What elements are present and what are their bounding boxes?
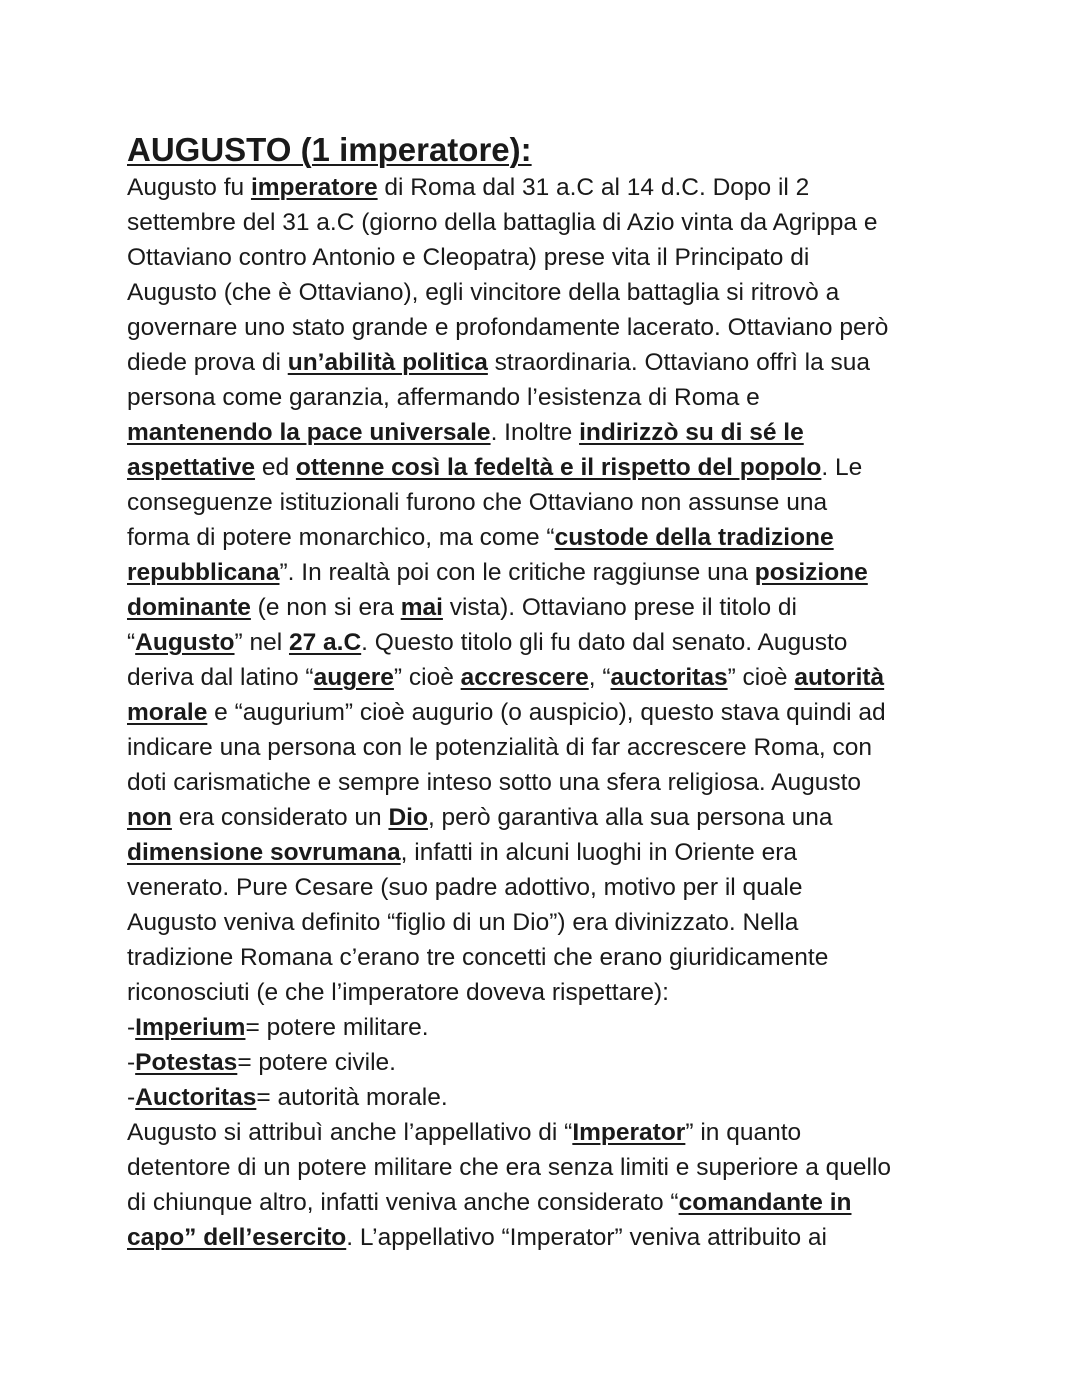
text-segment: = autorità morale. (256, 1084, 448, 1111)
text-line (127, 450, 977, 485)
text-segment: e “augurium” cioè augurio (o auspicio), questo stava quindi ad (207, 699, 886, 726)
text-line (127, 870, 977, 905)
document-page (127, 130, 977, 1255)
text-segment: diede prova di (127, 349, 288, 376)
text-segment: Augusto fu (127, 174, 251, 201)
text-line (127, 765, 977, 800)
text-segment: di chiunque altro, infatti veniva anche considerato “ (127, 1189, 679, 1216)
text-line (127, 835, 977, 870)
text-segment: vista). Ottaviano prese il titolo di (442, 594, 797, 621)
emphasized-term: augere (313, 664, 394, 691)
text-segment: governare uno stato grande e profondamente lacerato. Ottaviano però (127, 314, 889, 341)
text-line (127, 520, 977, 555)
text-segment: di Roma dal 31 a.C al 14 d.C. Dopo il 2 (377, 174, 810, 201)
text-segment: (e non si era (250, 594, 401, 621)
text-segment: ed (255, 454, 296, 481)
emphasized-term: posizione (754, 559, 868, 586)
text-segment: , però garantiva alla sua persona una (427, 804, 833, 831)
text-line (127, 940, 977, 975)
text-segment: Augusto si attribuì anche l’appellativo di “ (127, 1119, 573, 1146)
text-line (127, 800, 977, 835)
text-segment: Augusto veniva definito “figlio di un Dio”) era divinizzato. Nella (127, 909, 799, 936)
emphasized-term: custode della tradizione (554, 524, 834, 551)
text-segment: persona come garanzia, affermando l’esistenza di Roma e (127, 384, 760, 411)
text-line (127, 695, 977, 730)
text-segment: = potere militare. (245, 1014, 429, 1041)
emphasized-term: mai (400, 594, 443, 621)
emphasized-term: repubblicana (127, 559, 280, 586)
text-line (127, 660, 977, 695)
text-line (127, 555, 977, 590)
text-segment: settembre del 31 a.C (giorno della battaglia di Azio vinta da Agrippa e (127, 209, 878, 236)
emphasized-term: dimensione sovrumana (127, 839, 401, 866)
text-segment: Ottaviano contro Antonio e Cleopatra) prese vita il Principato di (127, 244, 810, 271)
text-segment: doti carismatiche e sempre inteso sotto una sfera religiosa. Augusto (127, 769, 862, 796)
text-line (127, 1010, 977, 1045)
emphasized-term: Imperator (572, 1119, 686, 1146)
emphasized-term: Augusto (135, 629, 235, 656)
text-segment: conseguenze istituzionali furono che Ottaviano non assunse una (127, 489, 828, 516)
document-body (127, 170, 977, 1255)
text-line (127, 590, 977, 625)
emphasized-term: Potestas (135, 1049, 238, 1076)
text-segment: venerato. Pure Cesare (suo padre adottivo, motivo per il quale (127, 874, 803, 901)
emphasized-term: dominante (127, 594, 251, 621)
text-segment: - (127, 1049, 136, 1076)
text-line (127, 1045, 977, 1080)
text-segment: . Questo titolo gli fu dato dal senato. Augusto (361, 629, 848, 656)
text-segment: . Inoltre (490, 419, 580, 446)
text-line (127, 170, 977, 205)
text-segment: , “ (588, 664, 611, 691)
text-line (127, 625, 977, 660)
text-segment: - (127, 1014, 136, 1041)
text-line (127, 415, 977, 450)
emphasized-term: comandante in (678, 1189, 852, 1216)
text-segment: = potere civile. (237, 1049, 396, 1076)
text-segment: ” in quanto (685, 1119, 802, 1146)
text-segment: deriva dal latino “ (127, 664, 314, 691)
emphasized-term: auctoritas (610, 664, 728, 691)
text-segment: . Le (821, 454, 863, 481)
emphasized-term: Auctoritas (135, 1084, 257, 1111)
text-segment: , infatti in alcuni luoghi in Oriente era (400, 839, 797, 866)
emphasized-term: autorità (794, 664, 885, 691)
text-segment: forma di potere monarchico, ma come “ (127, 524, 555, 551)
emphasized-term: 27 a.C (288, 629, 362, 656)
text-segment: . L’appellativo “Imperator” veniva attribuito ai (346, 1224, 827, 1251)
emphasized-term: Imperium (135, 1014, 246, 1041)
text-segment: detentore di un potere militare che era senza limiti e superiore a quello (127, 1154, 892, 1181)
text-segment: “ (127, 629, 136, 656)
emphasized-term: un’abilità politica (287, 349, 488, 376)
text-line (127, 1115, 977, 1150)
emphasized-term: imperatore (250, 174, 378, 201)
text-segment: ” cioè (393, 664, 461, 691)
text-line (127, 310, 977, 345)
text-line (127, 730, 977, 765)
text-line (127, 345, 977, 380)
text-line (127, 1185, 977, 1220)
text-line (127, 905, 977, 940)
emphasized-term: morale (127, 699, 208, 726)
text-segment: tradizione Romana c’erano tre concetti che erano giuridicamente (127, 944, 829, 971)
text-line (127, 275, 977, 310)
text-line (127, 205, 977, 240)
emphasized-term: ottenne così la fedeltà e il rispetto del popolo (295, 454, 822, 481)
text-segment: - (127, 1084, 136, 1111)
text-segment: straordinaria. Ottaviano offrì la sua (487, 349, 871, 376)
text-line (127, 485, 977, 520)
text-segment: ” cioè (727, 664, 795, 691)
text-segment: ” nel (234, 629, 289, 656)
document-title: AUGUSTO (1 imperatore): (127, 131, 532, 168)
text-line (127, 1080, 977, 1115)
emphasized-term: aspettative (127, 454, 256, 481)
text-line (127, 380, 977, 415)
text-segment: indicare una persona con le potenzialità di far accrescere Roma, con (127, 734, 872, 761)
text-segment: riconosciuti (e che l’imperatore doveva rispettare): (127, 979, 669, 1006)
text-segment: era considerato un (171, 804, 389, 831)
text-line (127, 240, 977, 275)
emphasized-term: mantenendo la pace universale (127, 419, 491, 446)
emphasized-term: Dio (388, 804, 428, 831)
text-segment: Augusto (che è Ottaviano), egli vincitore della battaglia si ritrovò a (127, 279, 840, 306)
text-line (127, 1220, 977, 1255)
text-line (127, 1150, 977, 1185)
emphasized-term: non (127, 804, 172, 831)
emphasized-term: capo” dell’esercito (127, 1224, 347, 1251)
text-line (127, 975, 977, 1010)
text-segment: ”. In realtà poi con le critiche raggiunse una (279, 559, 755, 586)
emphasized-term: indirizzò su di sé le (579, 419, 804, 446)
emphasized-term: accrescere (460, 664, 589, 691)
